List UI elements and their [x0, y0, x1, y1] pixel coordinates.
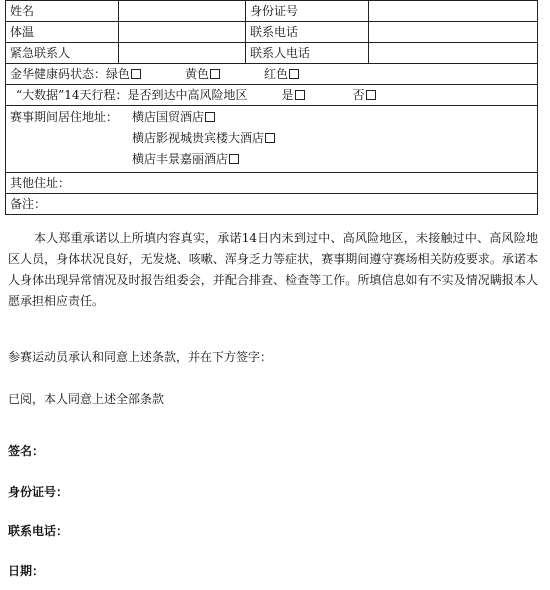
itinerary-cell — [6, 85, 538, 106]
hotel-options — [132, 107, 275, 170]
health-code-cell — [6, 64, 538, 85]
temperature-field[interactable] — [119, 22, 246, 43]
health-code-label: 金华健康码状态： — [10, 67, 107, 81]
id-number-field[interactable] — [369, 1, 538, 22]
green-checkbox[interactable] — [131, 69, 141, 79]
itinerary-label: “大数据”14天行程：是否到达中高风险地区 — [16, 88, 248, 102]
hotel-option-fengjing — [132, 149, 275, 170]
residence-cell — [6, 106, 538, 173]
remarks-label: 备注： — [10, 197, 47, 211]
form-row-health-code — [6, 64, 538, 85]
health-code-red-option — [264, 64, 299, 84]
form-row-remarks — [6, 194, 538, 215]
other-address-label: 其他住址： — [10, 176, 71, 190]
form-row-name — [6, 1, 538, 22]
form-row-residence — [6, 106, 538, 173]
remarks-cell[interactable] — [6, 194, 538, 215]
acknowledge-text: 参赛运动员承认和同意上述条款，并在下方签字： — [8, 350, 273, 364]
hotel-label: 横店影视城贵宾楼大酒店 — [132, 131, 265, 145]
phone-label: 联系电话 — [246, 22, 369, 43]
yellow-label: 黄色 — [185, 67, 210, 81]
no-checkbox[interactable] — [366, 90, 376, 100]
health-code-yellow-option — [185, 64, 220, 84]
form-row-emergency — [6, 43, 538, 64]
yes-label: 是 — [281, 88, 294, 102]
signature-id-label: 身份证号： — [8, 485, 69, 499]
agree-text: 已阅，本人同意上述全部条款 — [8, 392, 165, 406]
no-label: 否 — [352, 88, 365, 102]
id-number-label: 身份证号 — [246, 1, 369, 22]
red-checkbox[interactable] — [289, 69, 299, 79]
red-label: 红色 — [264, 67, 289, 81]
form-row-other-address — [6, 173, 538, 194]
yes-checkbox[interactable] — [295, 90, 305, 100]
residence-label: 赛事期间居住地址： — [10, 110, 119, 124]
health-code-green-option — [106, 64, 141, 84]
hotel-label: 横店国贸酒店 — [132, 110, 205, 124]
name-field[interactable] — [119, 1, 246, 22]
form-row-temperature — [6, 22, 538, 43]
form-row-itinerary — [6, 85, 538, 106]
phone-field[interactable] — [369, 22, 538, 43]
pledge-paragraph: 本人郑重承诺以上所填内容真实，承诺14日内未到过中、高风险地区，未接触过中、高风险地区人员，身体状况良好，无发烧、咳嗽、浑身乏力等症状，赛事期间遵守赛场相关防疫要求。承诺本人身体出现异常情况及时报告组委会，并配合排查、检查等工作。所填信息如有不实及情况瞒报本人愿承担相应责任。 — [8, 231, 538, 308]
yellow-checkbox[interactable] — [210, 69, 220, 79]
hotel-checkbox[interactable] — [229, 154, 239, 164]
itinerary-no-option — [353, 85, 376, 105]
name-label: 姓名 — [6, 1, 119, 22]
hotel-option-guomao — [132, 107, 275, 128]
green-label: 绿色 — [106, 67, 131, 81]
signature-phone-label: 联系电话： — [8, 524, 69, 538]
signature-label: 签名： — [8, 444, 45, 458]
emergency-phone-label: 联系人电话 — [246, 43, 369, 64]
hotel-label: 横店丰景嘉丽酒店 — [132, 152, 229, 166]
itinerary-yes-option — [282, 85, 305, 105]
hotel-checkbox[interactable] — [205, 112, 215, 122]
emergency-contact-field[interactable] — [119, 43, 246, 64]
info-form-table — [5, 0, 538, 215]
signature-date-label: 日期： — [8, 564, 45, 578]
hotel-checkbox[interactable] — [265, 133, 275, 143]
hotel-option-guibinlou — [132, 128, 275, 149]
emergency-phone-field[interactable] — [369, 43, 538, 64]
other-address-cell[interactable] — [6, 173, 538, 194]
emergency-contact-label: 紧急联系人 — [6, 43, 119, 64]
temperature-label: 体温 — [6, 22, 119, 43]
